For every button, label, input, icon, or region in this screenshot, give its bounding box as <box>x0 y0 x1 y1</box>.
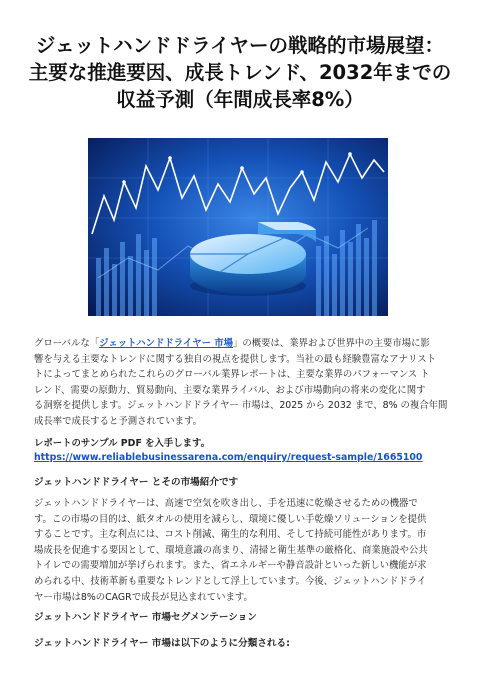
introduction-line: す。この市場の目的は、紙タオルの使用を減らし、環境に優しい手乾燥ソリューションを提供 <box>34 513 427 525</box>
sample-label: レポートのサンプル PDF を入手します。 <box>34 438 210 449</box>
introduction-paragraph <box>34 496 454 605</box>
section-heading-classification: ジェットハンドドライヤー 市場は以下のように分類される: <box>34 638 290 649</box>
intro-pre-text: グローバルな「 <box>34 338 100 349</box>
intro-line: レンド、需要の原動力、貿易動向、主要な業界ライバル、および市場動向の将来の変化に関す <box>34 384 426 396</box>
title-line-3: 収益予測（年間成長率8%） <box>116 88 364 111</box>
intro-post-text: 」の概要は、業界および世界中の主要市場に影 <box>233 338 430 349</box>
section-heading-segmentation: ジェットハンドドライヤー 市場セグメンテーション <box>34 612 257 623</box>
intro-paragraph <box>34 336 454 430</box>
introduction-line: トイレでの需要増加が挙げられます。また、省エネルギーや静音設計といった新しい機能が求 <box>34 560 427 572</box>
title-line-1: ジェットハンドドライヤーの戦略的市場展望： <box>35 34 445 57</box>
introduction-line: められる中、技術革新も重要なトレンドとして浮上しています。今後、ジェットハンドドライ <box>34 575 427 587</box>
section-heading-introduction: ジェットハンドドライヤー とその市場紹介です <box>34 477 239 488</box>
sample-request-link[interactable]: https://www.reliablebusinessarena.com/enquiry/request-sample/1665100 <box>34 452 423 463</box>
intro-line: る洞察を提供します。ジェットハンドドライヤー 市場は、2025 から 2032 まで、8% の複合年間 <box>34 400 448 412</box>
intro-line: トによってまとめられたこれらのグローバル業界レポートは、主要な業界のパフォーマンス ト <box>34 369 430 381</box>
introduction-line: ヤー市場は8%のCAGRで成長が見込まれています。 <box>34 591 253 603</box>
introduction-line: 場成長を促進する要因として、環境意識の高まり、清掃と衛生基準の厳格化、商業施設や公共 <box>34 544 428 556</box>
intro-line: 響を与える主要なトレンドに関する独自の視点を提供します。当社の最も経験豊富なアナリスト <box>34 353 436 365</box>
introduction-line: することです。主な利点には、コスト削減、衛生的な利用、そして持続可能性があります。市 <box>34 529 427 541</box>
intro-line-1 <box>34 336 454 352</box>
market-link[interactable]: ジェットハンドドライヤー 市場 <box>99 338 234 349</box>
sample-pdf-callout <box>34 437 454 465</box>
introduction-line: ジェットハンドドライヤーは、高速で空気を吹き出し、手を迅速に乾燥させるための機器で <box>34 498 418 509</box>
title-line-2: 主要な推進要因、成長トレンド、2032年までの <box>28 61 452 84</box>
intro-line: 成長率で成長すると予測されています。 <box>34 415 203 427</box>
page-title <box>24 32 456 113</box>
hero-chart-image <box>88 138 388 316</box>
